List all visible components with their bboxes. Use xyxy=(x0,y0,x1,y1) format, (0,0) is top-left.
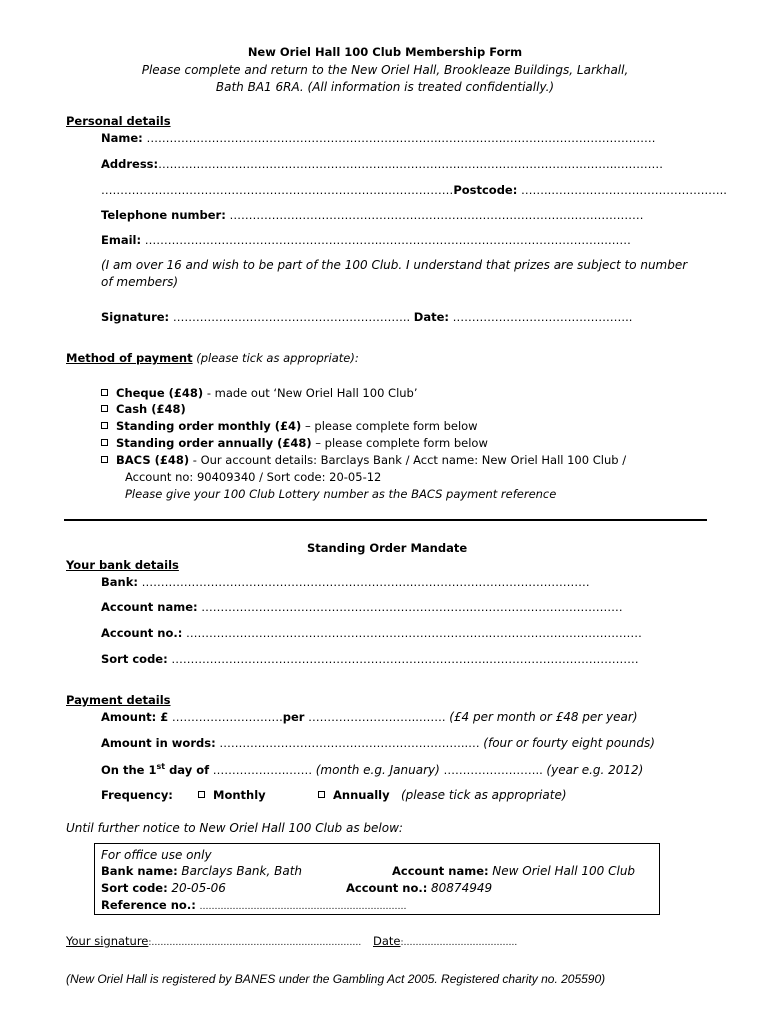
payment-method-heading: Method of payment xyxy=(66,351,193,365)
form-title: New Oriel Hall 100 Club Membership Form xyxy=(247,45,523,59)
payment-method-hint: (please tick as appropriate): xyxy=(196,351,359,365)
office-heading: For office use only xyxy=(101,848,212,862)
telephone-field[interactable]: ……………………………………………………………………………………………… xyxy=(229,208,644,222)
office-sort-code-value: 20-05-06 xyxy=(171,881,226,895)
bank-label: Bank: xyxy=(101,575,138,589)
date-label: Date: xyxy=(413,310,449,324)
office-account-name-label: Account name: xyxy=(392,864,489,878)
address2-row[interactable] xyxy=(101,183,727,197)
address-field[interactable]: ……………………………………………………..……………..…………………………………..………… xyxy=(158,157,664,171)
declaration-line2: of members) xyxy=(101,275,179,289)
sort-code-row[interactable] xyxy=(101,652,639,666)
office-account-no-row xyxy=(346,881,492,895)
bank-row[interactable] xyxy=(101,575,590,589)
office-reference-row[interactable] xyxy=(101,898,406,912)
option-detail: – please complete form below xyxy=(301,419,478,433)
account-name-row[interactable] xyxy=(101,600,623,614)
amount-words-field[interactable]: ………………………………………………………..… xyxy=(219,736,480,750)
frequency-label: Frequency: xyxy=(101,788,173,802)
office-bank-value: Barclays Bank, Bath xyxy=(181,864,302,878)
email-field[interactable]: ……………………………………………………..…………………………………………………..…… xyxy=(144,233,631,247)
amount-words-label: Amount in words: xyxy=(101,736,216,750)
signoff-date-row[interactable] xyxy=(373,934,517,948)
first-day-label: On the 1st day of xyxy=(101,762,210,777)
year-hint: (year e.g. 2012) xyxy=(546,762,644,777)
bank-details-heading: Your bank details xyxy=(66,558,179,572)
account-no-row[interactable] xyxy=(101,626,642,640)
office-account-name-value: New Oriel Hall 100 Club xyxy=(492,864,636,878)
first-day-row[interactable] xyxy=(101,762,643,777)
checkbox-icon[interactable] xyxy=(101,389,108,396)
amount-field[interactable]: …………………….…. xyxy=(171,710,283,724)
signature-label: Signature: xyxy=(101,310,170,324)
amount-row[interactable] xyxy=(101,710,638,724)
annually-label: Annually xyxy=(333,788,390,802)
declaration-line1: (I am over 16 and wish to be part of the 100 Club. I understand that prizes are subject to number xyxy=(101,258,688,272)
office-sort-code-label: Sort code: xyxy=(101,881,168,895)
monthly-label: Monthly xyxy=(213,788,266,802)
address-label: Address: xyxy=(101,157,159,171)
amount-words-hint: (four or fourty eight pounds) xyxy=(483,736,655,750)
amount-words-row[interactable] xyxy=(101,736,655,750)
signature-row[interactable] xyxy=(101,310,632,324)
signoff-date-field[interactable]: :……………………………….. xyxy=(400,938,518,948)
postcode-field[interactable]: ……..…………………………………..….. xyxy=(521,183,727,197)
office-reference-label: Reference no.: xyxy=(101,898,196,912)
signature-field[interactable]: …………………………………………………….. xyxy=(172,310,411,324)
mandate-title: Standing Order Mandate xyxy=(307,541,468,555)
amount-label: Amount: £ xyxy=(101,710,169,724)
sort-code-field[interactable]: ………………………………………………………………………..………………………………… xyxy=(171,652,639,666)
office-bank-label: Bank name: xyxy=(101,864,178,878)
bank-field[interactable]: ……………………………………………………………..…………….………………………… xyxy=(141,575,590,589)
office-account-no-label: Account no.: xyxy=(346,881,428,895)
date-field[interactable]: ……………………………………….. xyxy=(452,310,633,324)
checkbox-icon[interactable] xyxy=(101,439,108,446)
month-hint: (month e.g. January) xyxy=(315,762,440,777)
address-row[interactable] xyxy=(101,157,663,171)
per-field[interactable]: ………………………..……. xyxy=(308,710,446,724)
name-row[interactable] xyxy=(101,131,656,145)
office-account-no-value: 80874949 xyxy=(431,881,493,895)
option-bacs[interactable] xyxy=(101,453,626,467)
office-bank-row xyxy=(101,864,302,878)
email-row[interactable] xyxy=(101,233,631,247)
name-label: Name: xyxy=(101,131,143,145)
form-subtitle-line1: Please complete and return to the New Oriel Hall, Brookleaze Buildings, Larkhall, xyxy=(141,63,629,77)
frequency-hint: (please tick as appropriate) xyxy=(401,788,567,802)
payment-method-heading-row xyxy=(66,351,359,365)
form-subtitle-line2: Bath BA1 6RA. (All information is treated confidentially.) xyxy=(215,80,555,94)
per-label: per xyxy=(282,710,305,724)
option-label: Cheque (£48) xyxy=(116,386,204,400)
amount-hint: (£4 per month or £48 per year) xyxy=(449,710,638,724)
telephone-row[interactable] xyxy=(101,208,643,222)
account-no-field[interactable]: ……………………………………………………………………..………………………………… xyxy=(186,626,642,640)
frequency-monthly[interactable] xyxy=(198,788,266,802)
further-notice: Until further notice to New Oriel Hall 100 Club as below: xyxy=(66,821,403,835)
checkbox-icon[interactable] xyxy=(101,405,108,412)
option-standing-annually[interactable] xyxy=(101,436,488,450)
postcode-label: Postcode: xyxy=(453,183,518,197)
checkbox-icon[interactable] xyxy=(198,791,205,798)
payment-details-heading: Payment details xyxy=(66,693,171,707)
option-label: Standing order annually (£48) xyxy=(116,436,312,450)
bacs-account-line: Account no: 90409340 / Sort code: 20-05-12 xyxy=(125,470,382,484)
option-detail: – please complete form below xyxy=(311,436,488,450)
your-signature-label: Your signature xyxy=(66,934,149,948)
month-field[interactable]: ………………..…… xyxy=(212,762,313,777)
option-detail: - made out ‘New Oriel Hall 100 Club’ xyxy=(203,386,418,400)
option-label: Cash (£48) xyxy=(116,402,186,416)
option-cash[interactable] xyxy=(101,402,186,416)
option-detail: - Our account details: Barclays Bank / Acct name: New Oriel Hall 100 Club / xyxy=(189,453,627,467)
checkbox-icon[interactable] xyxy=(318,791,325,798)
account-name-label: Account name: xyxy=(101,600,198,614)
personal-details-heading: Personal details xyxy=(66,114,171,128)
bacs-reference-line: Please give your 100 Club Lottery number as the BACS payment reference xyxy=(125,487,557,501)
option-label: BACS (£48) xyxy=(116,453,190,467)
account-no-label: Account no.: xyxy=(101,626,183,640)
office-reference-field[interactable]: …………………………………………………………… xyxy=(199,902,407,912)
section-divider xyxy=(64,519,707,521)
frequency-annually[interactable] xyxy=(318,788,390,802)
option-cheque[interactable] xyxy=(101,386,418,400)
year-field[interactable]: …………………….. xyxy=(443,762,543,777)
option-label: Standing order monthly (£4) xyxy=(116,419,302,433)
signoff-row[interactable] xyxy=(66,934,361,948)
address2-field[interactable]: ………………………………………………………………..……………… xyxy=(101,183,454,197)
charity-footer: (New Oriel Hall is registered by BANES under the Gambling Act 2005. Registered charity no. 205590) xyxy=(66,972,606,986)
checkbox-icon[interactable] xyxy=(101,422,108,429)
account-name-field[interactable]: ……………………………………………………………..………………………………… xyxy=(201,600,623,614)
telephone-label: Telephone number: xyxy=(101,208,226,222)
name-field[interactable]: …………………………………………………………………..……………..………………………………… xyxy=(146,131,656,145)
email-label: Email: xyxy=(101,233,142,247)
option-standing-monthly[interactable] xyxy=(101,419,478,433)
your-signature-field[interactable]: :……………………………………………………………. xyxy=(148,938,362,948)
checkbox-icon[interactable] xyxy=(101,456,108,463)
office-account-name-row xyxy=(392,864,635,878)
signoff-date-label: Date xyxy=(373,934,401,948)
office-sort-code-row xyxy=(101,881,226,895)
sort-code-label: Sort code: xyxy=(101,652,168,666)
